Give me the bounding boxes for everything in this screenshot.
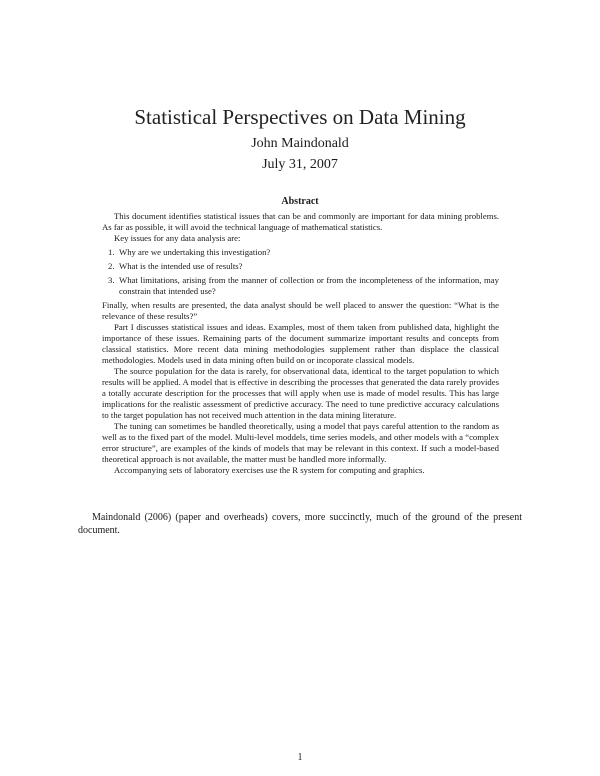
abstract-part1: Part I discusses statistical issues and ideas. Examples, most of them taken from published data, highlight the importance of these issues. Remaining parts of the document summarize important results and concepts from classical statistics. More recent data mining methodologies supplement rather than displace the classical methodologies. Models used in data mining often build on or incoporate classical models. bbox=[102, 322, 499, 365]
abstract-source-population: The source population for the data is rarely, for observational data, identical to the target population to which results will be applied. A model that is effective in describing the processes that generated the data rarely provides a totally accurate description for the processes that will apply when use is made of model results. This has large implications for the realistic assessment of predictive accuracy. The need to tune predictive accuracy calculations to the target population has not received much attention in the data mining literature. bbox=[102, 366, 499, 420]
abstract-body bbox=[102, 211, 499, 476]
abstract-intro: This document identifies statistical issues that can be and commonly are important for data mining problems. As far as possible, it will avoid the technical language of mathematical statistics. bbox=[102, 211, 499, 232]
author-name: John Maindonald bbox=[251, 136, 349, 151]
list-item-text: Why are we undertaking this investigation? bbox=[119, 247, 271, 257]
abstract-finally: Finally, when results are presented, the data analyst should be well placed to answer the question: “What is the relevance of these results?” bbox=[102, 300, 499, 321]
abstract-key-issues-lead: Key issues for any data analysis are: bbox=[114, 233, 241, 243]
list-item bbox=[102, 247, 499, 258]
publication-date: July 31, 2007 bbox=[262, 157, 338, 172]
abstract-tuning: The tuning can sometimes be handled theoretically, using a model that pays careful attention to the random as well as to the fixed part of the model. Multi-level moddels, time series models, and other models with a “complex error structure”, are examples of the kinds of models that may be relevant in this context. If such a model-based theoretical approach is not available, the matter must be handled more informally. bbox=[102, 421, 499, 464]
body-paragraph: Maindonald (2006) (paper and overheads) covers, more succinctly, much of the ground of the present document. bbox=[78, 512, 522, 536]
list-item-number: 1. bbox=[108, 247, 115, 257]
list-item-text: What is the intended use of results? bbox=[119, 261, 243, 271]
list-item-number: 3. bbox=[108, 275, 115, 285]
list-item-number: 2. bbox=[108, 261, 115, 271]
list-item-text: What limitations, arising from the manner of collection or from the incompleteness of the information, may constrain that intended use? bbox=[119, 275, 499, 296]
paper-title: Statistical Perspectives on Data Mining bbox=[134, 105, 466, 129]
list-item bbox=[102, 275, 499, 297]
abstract-lab-exercises: Accompanying sets of laboratory exercises use the R system for computing and graphics. bbox=[114, 465, 425, 475]
key-questions-list bbox=[102, 247, 499, 297]
page-number: 1 bbox=[297, 752, 303, 763]
abstract-heading: Abstract bbox=[281, 196, 319, 207]
list-item bbox=[102, 261, 499, 272]
